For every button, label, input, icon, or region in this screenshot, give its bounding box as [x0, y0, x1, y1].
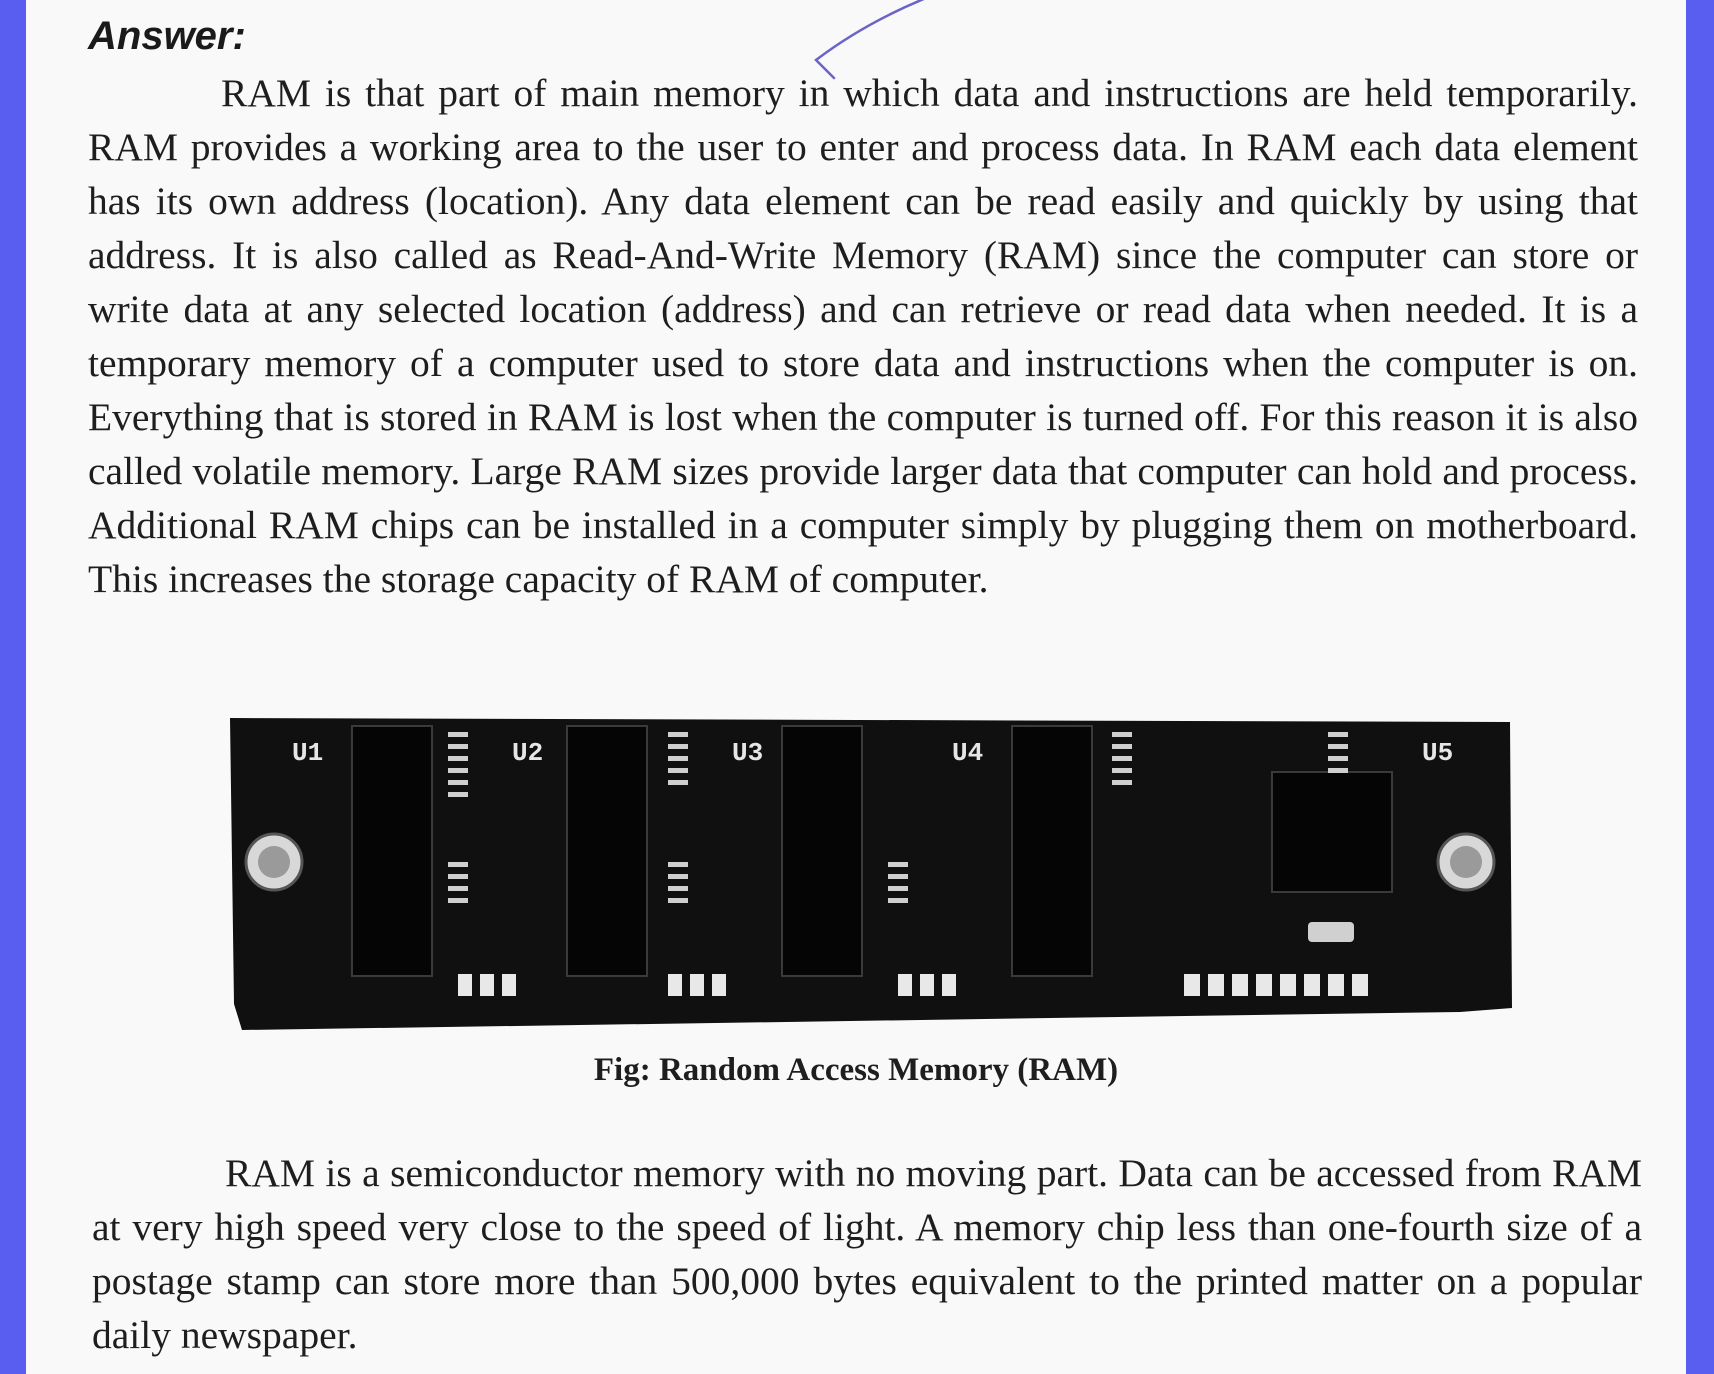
chip-label-u5: U5 — [1422, 738, 1454, 768]
paragraph-ram-semiconductor: RAM is a semiconductor memory with no moving part. Data can be accessed from RAM at very high speed very close to the speed of light. A memory chip less than one-fourth size of a postage stamp can store more than 500,000 bytes equivalent to the printed matter on a popular daily newspaper. — [92, 1151, 1642, 1357]
ram-module-image — [222, 712, 1516, 1032]
chip-label-u3: U3 — [732, 738, 764, 768]
paragraph-ram-definition: RAM is that part of main memory in which data and instructions are held temporarily. RAM provides a working area to the user to enter and process data. In RAM each data element has its own address (location). Any data element can be read easily and quickly by using that address. It is also called as Read-And-Write Memory (RAM) since the computer can store or write data at any selected location (address) and can retrieve or read data when needed. It is a temporary memory of a computer used to store data and instructions when the computer is on. Everything that is stored in RAM is lost when the computer is turned off. For this reason it is also called volatile memory. Large RAM sizes provide larger data that computer can hold and process. Additional RAM chips can be installed in a computer simply by plugging them on motherboard. This increases the storage capacity of RAM of computer. — [88, 71, 1638, 601]
answer-label: Answer: — [88, 14, 246, 58]
chip-label-u1: U1 — [292, 738, 324, 768]
chip-label-u2: U2 — [512, 738, 544, 768]
document-page — [26, 0, 1686, 1374]
figure-caption: Fig: Random Access Memory (RAM) — [593, 1052, 1119, 1088]
chip-label-u4: U4 — [952, 738, 984, 768]
